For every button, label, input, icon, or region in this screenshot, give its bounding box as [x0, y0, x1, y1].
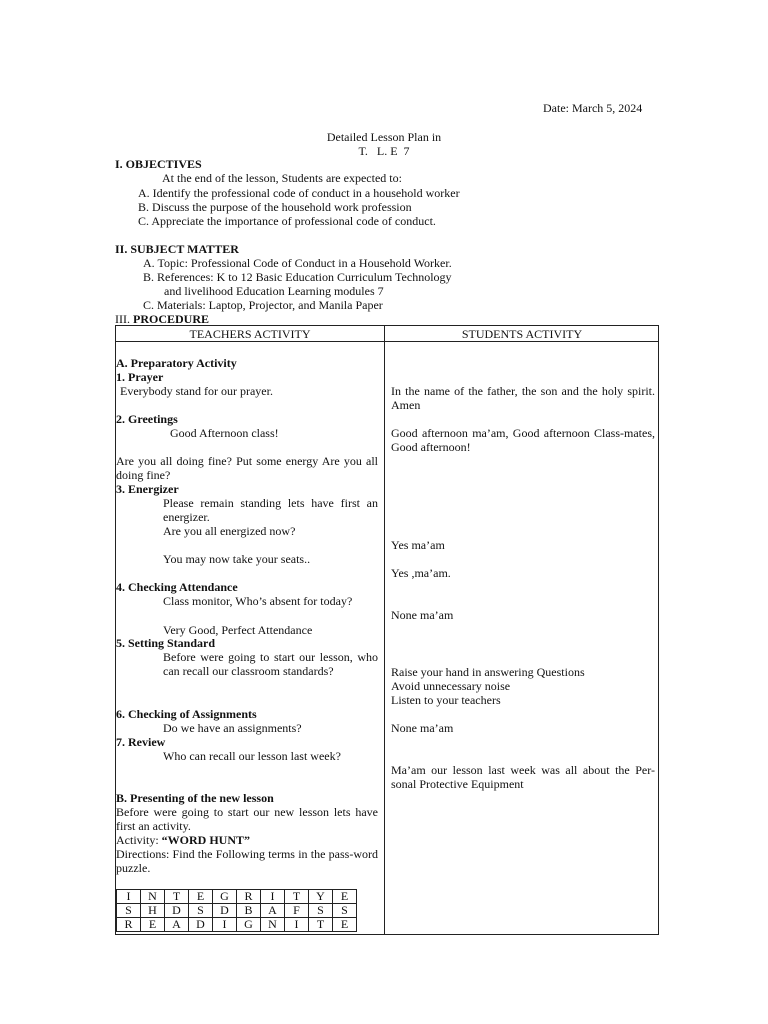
energizer-question: Are you all energized now?: [163, 524, 296, 538]
word-grid-cell: I: [213, 918, 237, 932]
word-grid-row: [117, 918, 357, 932]
prayer-text: Everybody stand for our prayer.: [120, 384, 273, 398]
word-grid-cell: A: [165, 918, 189, 932]
word-grid-cell: I: [261, 890, 285, 904]
column-divider: [384, 326, 385, 934]
word-grid-cell: S: [117, 904, 141, 918]
student-energizer-reply: Yes ma’am: [391, 538, 445, 552]
attendance-result: Very Good, Perfect Attendance: [163, 623, 313, 637]
student-greeting: Good afternoon ma’am, Good afternoon Class-mates, Good afternoon!: [391, 426, 655, 454]
procedure-heading: III. PROCEDURE: [115, 312, 210, 326]
subject-matter-heading: II. SUBJECT MATTER: [115, 242, 239, 256]
objective-item: B. Discuss the purpose of the household work profession: [138, 200, 412, 214]
word-grid-cell: E: [333, 918, 357, 932]
student-standard-2: Avoid unnecessary noise: [391, 679, 511, 693]
prayer-heading: 1. Prayer: [116, 370, 164, 384]
activity-label: Activity: “WORD HUNT”: [116, 833, 251, 847]
review-heading: 7. Review: [116, 735, 166, 749]
activity-directions: Directions: Find the Following terms in the pass-word puzzle.: [116, 847, 378, 875]
word-grid-cell: T: [309, 918, 333, 932]
student-prayer: In the name of the father, the son and the holy spirit. Amen: [391, 384, 655, 412]
word-grid-cell: S: [333, 904, 357, 918]
new-lesson-text: Before were going to start our new lesson lets have first an activity.: [116, 805, 378, 833]
energizer-seats: You may now take your seats..: [163, 552, 311, 566]
word-grid-cell: I: [285, 918, 309, 932]
assignments-question: Do we have an assignments?: [163, 721, 302, 735]
word-grid-cell: B: [237, 904, 261, 918]
new-lesson-heading: B. Presenting of the new lesson: [116, 791, 274, 805]
word-grid-cell: G: [213, 890, 237, 904]
word-grid-row: [117, 904, 357, 918]
energizer-heading: 3. Energizer: [116, 482, 179, 496]
subject-topic: A. Topic: Professional Code of Conduct in a Household Worker.: [143, 256, 452, 270]
subject-references: B. References: K to 12 Basic Education Curriculum Technology: [143, 270, 452, 284]
word-hunt-grid: [116, 889, 357, 932]
word-grid-cell: G: [237, 918, 261, 932]
word-grid-cell: R: [237, 890, 261, 904]
lesson-date: Date: March 5, 2024: [543, 101, 643, 115]
word-grid-cell: I: [117, 890, 141, 904]
word-grid-cell: E: [141, 918, 165, 932]
attendance-question: Class monitor, Who’s absent for today?: [163, 594, 353, 608]
document-subtitle: T. L. E 7: [358, 144, 410, 158]
word-grid-cell: T: [165, 890, 189, 904]
word-grid-row: [117, 890, 357, 904]
activity-name: “WORD HUNT”: [161, 833, 251, 847]
greetings-heading: 2. Greetings: [116, 412, 178, 426]
header-divider: [116, 341, 658, 342]
word-grid-cell: E: [189, 890, 213, 904]
students-activity-header: STUDENTS ACTIVITY: [461, 327, 583, 341]
assignments-heading: 6. Checking of Assignments: [116, 707, 257, 721]
student-seats-reply: Yes ,ma’am.: [391, 566, 451, 580]
review-question: Who can recall our lesson last week?: [163, 749, 341, 763]
procedure-table: [115, 325, 659, 935]
word-grid-cell: D: [165, 904, 189, 918]
word-grid-cell: A: [261, 904, 285, 918]
word-grid-cell: F: [285, 904, 309, 918]
teachers-activity-header: TEACHERS ACTIVITY: [189, 327, 311, 341]
word-grid-cell: D: [213, 904, 237, 918]
objective-item: C. Appreciate the importance of professional code of conduct.: [138, 214, 436, 228]
setting-standard-text: Before were going to start our lesson, who can recall our classroom standards?: [163, 650, 378, 678]
energizer-text: Please remain standing lets have first an energizer.: [163, 496, 378, 524]
setting-standard-heading: 5. Setting Standard: [116, 636, 216, 650]
word-grid-cell: N: [261, 918, 285, 932]
student-attendance-reply: None ma’am: [391, 608, 454, 622]
document-title: Detailed Lesson Plan in: [326, 130, 442, 144]
word-grid-cell: H: [141, 904, 165, 918]
objectives-heading: I. OBJECTIVES: [115, 157, 202, 171]
greetings-text: Good Afternoon class!: [170, 426, 279, 440]
word-grid-cell: E: [333, 890, 357, 904]
word-grid-cell: N: [141, 890, 165, 904]
greetings-followup: Are you all doing fine? Put some energy Are you all doing fine?: [116, 454, 378, 482]
word-grid-cell: S: [189, 904, 213, 918]
subject-materials: C. Materials: Laptop, Projector, and Manila Paper: [143, 298, 383, 312]
word-grid-cell: D: [189, 918, 213, 932]
word-grid-cell: S: [309, 904, 333, 918]
subject-references-cont: and livelihood Education Learning modules 7: [164, 284, 384, 298]
student-review-reply: Ma’am our lesson last week was all about the Per-sonal Protective Equipment: [391, 763, 655, 791]
student-standard-3: Listen to your teachers: [391, 693, 501, 707]
attendance-heading: 4. Checking Attendance: [116, 580, 238, 594]
student-assignment-reply: None ma’am: [391, 721, 454, 735]
word-grid-cell: Y: [309, 890, 333, 904]
word-grid-cell: T: [285, 890, 309, 904]
preparatory-activity-heading: A. Preparatory Activity: [116, 356, 237, 370]
student-standard-1: Raise your hand in answering Questions: [391, 665, 585, 679]
objective-item: A. Identify the professional code of conduct in a household worker: [138, 186, 460, 200]
word-grid-cell: R: [117, 918, 141, 932]
objectives-intro: At the end of the lesson, Students are expected to:: [162, 171, 402, 185]
